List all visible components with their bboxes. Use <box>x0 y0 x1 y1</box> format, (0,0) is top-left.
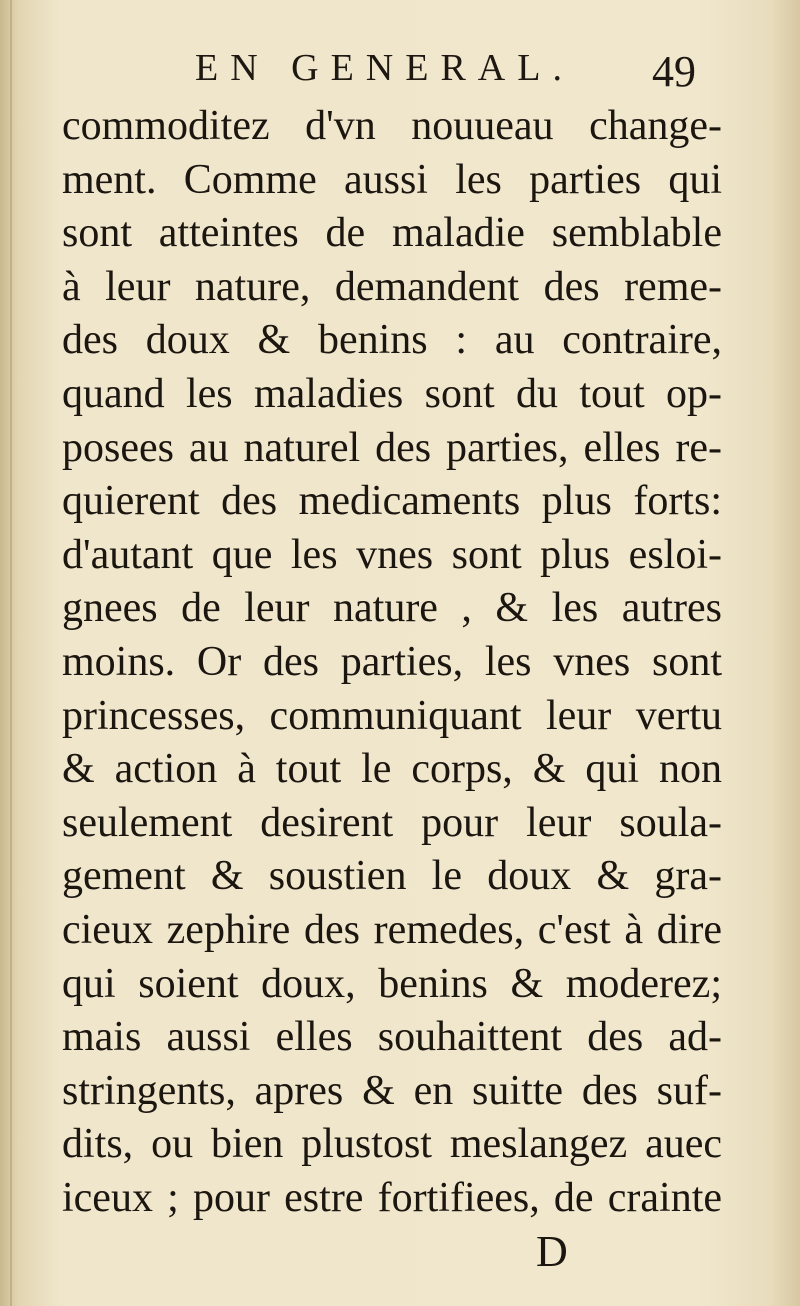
running-head: EN GENERAL. <box>195 47 574 89</box>
text-line: mais aussi elles souhaittent des ad- <box>62 1014 722 1061</box>
text-line: iceux ; pour estre fortifiees, de crainte <box>62 1174 722 1221</box>
text-line: stringents, apres & en suitte des suf- <box>62 1067 722 1114</box>
text-line: quierent des medicaments plus forts: <box>62 478 722 525</box>
text-line: sont atteintes de maladie semblable <box>62 210 722 257</box>
text-line: quand les maladies sont du tout op- <box>62 370 722 417</box>
text-line: gnees de leur nature , & les autres <box>62 585 722 632</box>
text-line: gement & soustien le doux & gra- <box>62 853 722 900</box>
text-line: cieux zephire des remedes, c'est à dire <box>62 906 722 953</box>
signature-mark: D <box>536 1227 568 1276</box>
page-header <box>0 40 800 100</box>
body-text <box>62 100 722 1225</box>
text-line: d'autant que les vnes sont plus esloi- <box>62 531 722 578</box>
text-line: à leur nature, demandent des reme- <box>62 263 722 310</box>
text-line: seulement desirent pour leur soula- <box>62 799 722 846</box>
page-number: 49 <box>652 47 696 96</box>
text-line: dits, ou bien plustost meslangez auec <box>62 1121 722 1168</box>
text-line: princesses, communiquant leur vertu <box>62 692 722 739</box>
text-line: ment. Comme aussi les parties qui <box>62 156 722 203</box>
text-line: moins. Or des parties, les vnes sont <box>62 638 722 685</box>
text-line: commoditez d'vn nouueau change- <box>62 103 722 149</box>
text-line: qui soient doux, benins & moderez; <box>62 960 722 1007</box>
text-line: & action à tout le corps, & qui non <box>62 746 722 793</box>
text-line: posees au naturel des parties, elles re- <box>62 424 722 471</box>
text-line: des doux & benins : au contraire, <box>62 317 722 364</box>
